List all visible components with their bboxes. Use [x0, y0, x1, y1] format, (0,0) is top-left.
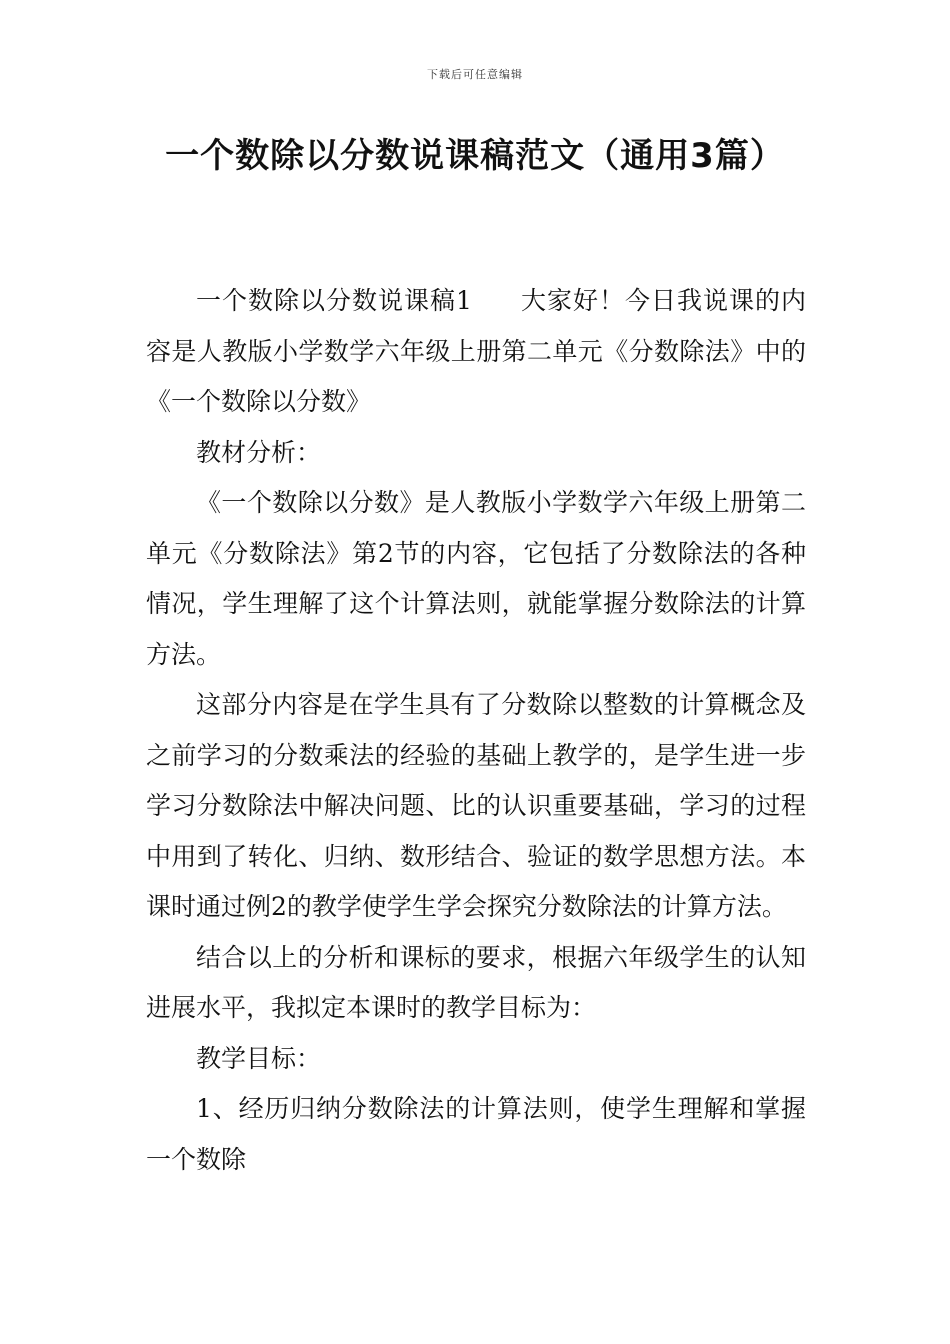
paragraph-goal-1: 1、经历归纳分数除法的计算法则，使学生理解和掌握一个数除	[146, 1094, 806, 1174]
document-body	[146, 276, 806, 1185]
paragraph-goal-intro: 结合以上的分析和课标的要求，根据六年级学生的认知进展水平，我拟定本课时的教学目标为：	[146, 942, 806, 1022]
paragraph-material-analysis-heading: 教材分析：	[196, 437, 322, 467]
paragraph-material-analysis: 《一个数除以分数》是人教版小学数学六年级上册第二单元《分数除法》第2节的内容，它包括了分数除法的各种情况，学生理解了这个计算法则，就能掌握分数除法的计算方法。	[146, 488, 806, 669]
page-header-note: 下载后可任意编辑	[427, 68, 523, 81]
paragraph-text: 大家好！今日我说课的内容是人教版小学数学六年级上册第二单元《分数除法》中的《一个数除以分数》	[146, 286, 806, 416]
paragraph-goals-heading: 教学目标：	[196, 1043, 322, 1073]
paragraph-content-background: 这部分内容是在学生具有了分数除以整数的计算概念及之前学习的分数乘法的经验的基础上教学的，是学生进一步学习分数除法中解决问题、比的认识重要基础，学习的过程中用到了转化、归纳、数形结合、验证的数学思想方法。本课时通过例2的教学使学生学会探究分数除法的计算方法。	[146, 690, 806, 921]
paragraph-intro	[146, 276, 806, 428]
section-heading: 一个数除以分数说课稿1	[196, 286, 472, 315]
document-title: 一个数除以分数说课稿范文（通用3篇）	[165, 136, 785, 176]
